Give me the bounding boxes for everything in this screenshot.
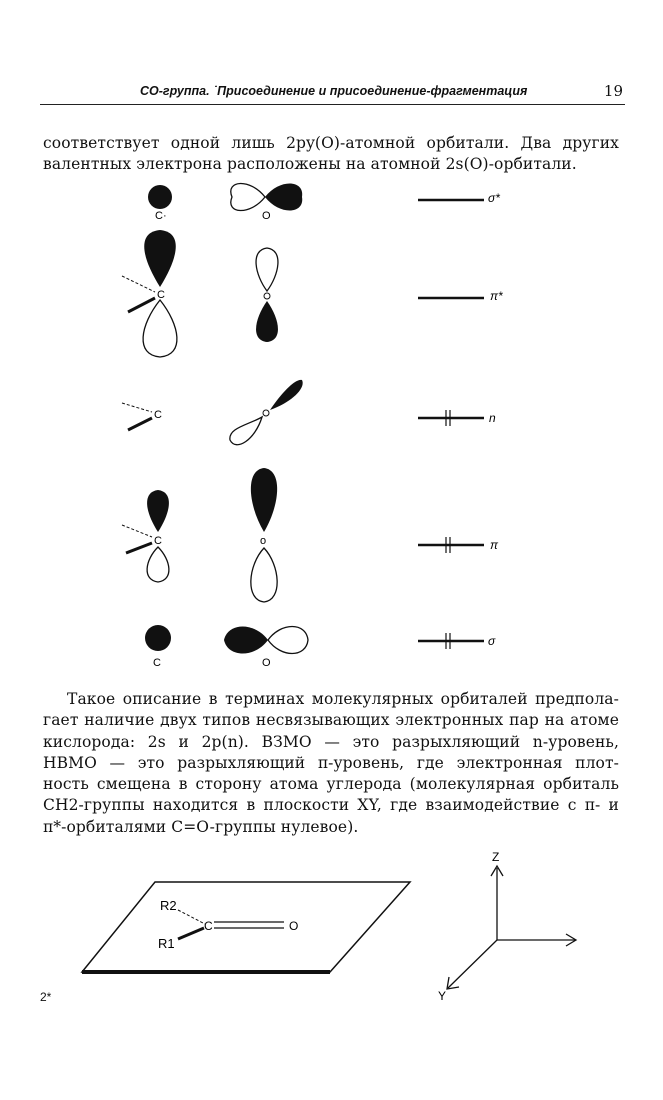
dashed-bond [122,525,152,537]
c-label: C [204,919,213,933]
signature-mark: 2* [40,990,52,1004]
carbon-label: C [157,289,165,301]
page-number: 19 [603,82,623,100]
carbon-p-lower-white-lobe [147,547,169,582]
header-title: CO-группа. ˙Присоединение и присоединение-фрагментация [140,84,528,98]
oxygen-p-orbital-dark-lobe [265,183,302,210]
orbital-row-pi-star [122,230,503,357]
dashed-bond [122,276,155,292]
xy-plane [82,882,410,972]
carbon-label: C [154,409,162,421]
energy-level-label: σ* [488,191,500,205]
oxygen-p-lower-white-lobe [251,548,277,602]
paragraph-line: кислорода: 2s и 2p(n). ВЗМО — это разрыхляющий n-уровень, [43,732,619,751]
carbon-p-upper-dark-lobe [144,230,176,287]
oxygen-label: O [262,210,271,222]
orbital-row-pi [122,468,499,602]
paragraph-line: валентных электрона расположены на атомной 2s(O)-орбитали. [43,155,577,174]
energy-level-label: π* [490,289,503,303]
carbon-s-orbital [148,185,172,209]
oxygen-label: o [260,535,267,547]
oxygen-p-dark-lobe [224,627,268,654]
paragraph-line: Такое описание в терминах молекулярных орбиталей предпола- [67,690,619,708]
carbon-p-upper-dark-lobe [147,490,169,532]
oxygen-atom [263,410,269,416]
wedge-bond [128,418,152,430]
orbital-row-sigma-star [148,183,500,222]
oxygen-p-orbital-white-lobe [231,183,265,210]
oxygen-atom [264,293,270,299]
y-axis-label: Y [438,989,447,1000]
paragraph-line: CH2-группы находится в плоскости XY, где взаимодействие с π- и [43,796,619,815]
orbital-row-n [122,380,496,445]
paragraph-line: соответствует одной лишь 2py(O)-атомной орбитали. Два других [43,134,619,152]
carbon-p-lower-white-lobe [143,300,177,357]
carbon-label: C [153,657,161,669]
wedge-bond [126,543,152,553]
dashed-bond [122,403,152,412]
paragraph-line: ность смещена в сторону атома углерода (молекулярная орбиталь [43,775,619,794]
oxygen-label: O [262,657,271,669]
z-axis-label: Z [492,850,500,864]
oxygen-p-lower-dark-lobe [256,301,278,342]
o-label: O [289,919,299,933]
oxygen-p-upper-white-lobe [256,248,278,291]
oxygen-p-upper-dark-lobe [251,468,277,532]
paragraph-2 [43,689,619,838]
plane-diagram [0,840,663,1000]
carbon-label: C [154,535,162,547]
orbital-row-sigma [145,625,496,669]
y-axis [448,940,497,988]
energy-level-label: π [490,538,499,552]
oxygen-sp-white-lobe [230,417,262,445]
wedge-bond [128,298,155,312]
paragraph-line: π*-орбиталями C=O-группы нулевое). [43,817,359,836]
oxygen-sp-dark-lobe [270,380,303,410]
r2-label: R2 [160,898,177,913]
carbon-s-orbital [145,625,171,651]
paragraph-line: гает наличие двух типов несвязывающих электронных пар на атоме [43,711,619,730]
r1-label: R1 [158,936,175,951]
carbon-label: C· [155,210,167,222]
energy-level-label: σ [488,634,496,648]
energy-level-label: n [489,411,496,425]
paragraph-line: НВМО — это разрыхляющий π-уровень, где электронная плот- [43,753,619,772]
oxygen-p-white-lobe [268,627,308,654]
